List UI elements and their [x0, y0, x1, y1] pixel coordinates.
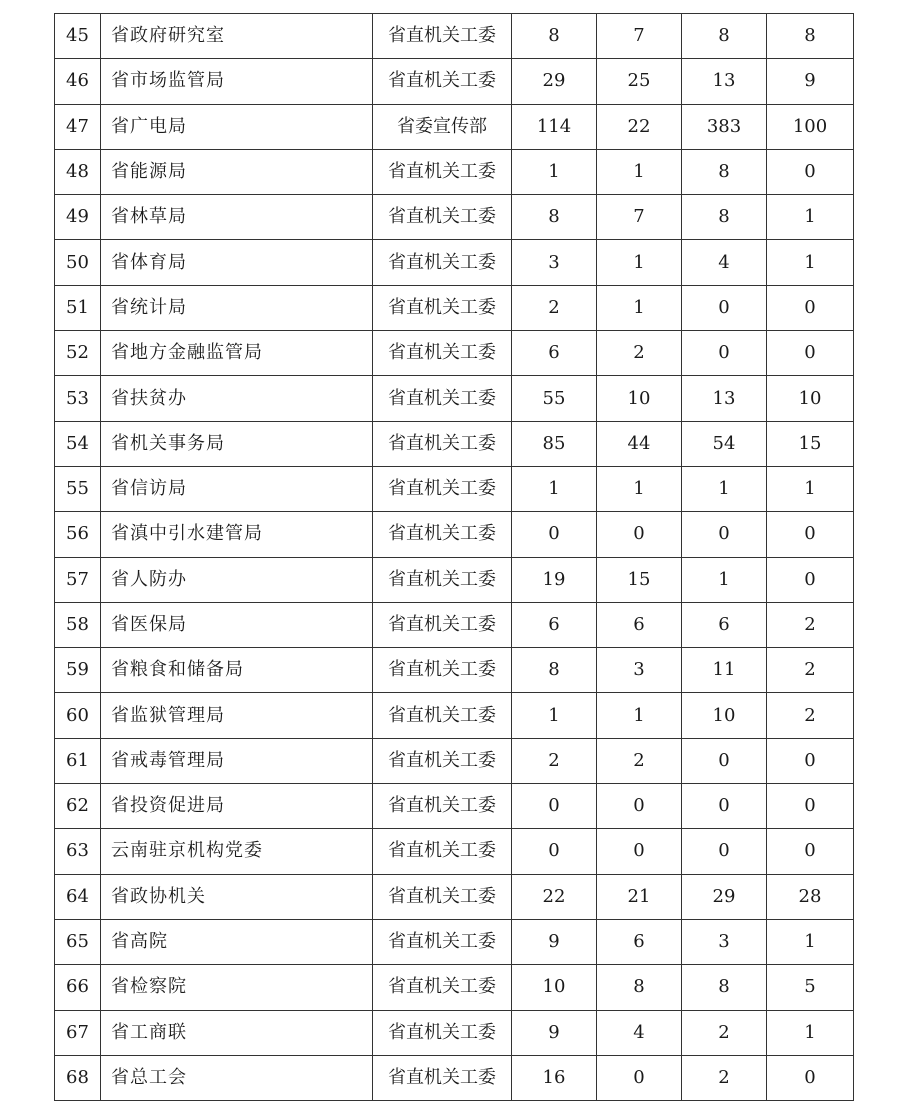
parent-committee-cell: 省直机关工委 [373, 59, 512, 104]
organization-name-cell: 省总工会 [101, 1055, 373, 1100]
value-1-cell: 22 [512, 874, 597, 919]
parent-committee-cell: 省直机关工委 [373, 965, 512, 1010]
value-4-cell: 1 [767, 1010, 854, 1055]
value-4-cell: 1 [767, 195, 854, 240]
value-3-cell: 0 [682, 738, 767, 783]
value-3-cell: 0 [682, 829, 767, 874]
value-3-cell: 13 [682, 376, 767, 421]
value-1-cell: 9 [512, 1010, 597, 1055]
value-3-cell: 2 [682, 1010, 767, 1055]
value-1-cell: 2 [512, 285, 597, 330]
parent-committee-cell: 省直机关工委 [373, 829, 512, 874]
value-2-cell: 0 [597, 829, 682, 874]
value-2-cell: 21 [597, 874, 682, 919]
parent-committee-cell: 省直机关工委 [373, 376, 512, 421]
row-number-cell: 47 [55, 104, 101, 149]
row-number-cell: 67 [55, 1010, 101, 1055]
table-row [55, 421, 854, 466]
organization-name-cell: 省检察院 [101, 965, 373, 1010]
organization-name-cell: 省政协机关 [101, 874, 373, 919]
parent-committee-cell: 省直机关工委 [373, 512, 512, 557]
value-1-cell: 1 [512, 149, 597, 194]
table-body [55, 14, 854, 1101]
value-2-cell: 15 [597, 557, 682, 602]
value-2-cell: 0 [597, 784, 682, 829]
row-number-cell: 68 [55, 1055, 101, 1100]
table-row [55, 784, 854, 829]
organization-name-cell: 省人防办 [101, 557, 373, 602]
row-number-cell: 57 [55, 557, 101, 602]
parent-committee-cell: 省直机关工委 [373, 285, 512, 330]
value-3-cell: 3 [682, 919, 767, 964]
value-3-cell: 6 [682, 602, 767, 647]
parent-committee-cell: 省直机关工委 [373, 331, 512, 376]
value-4-cell: 0 [767, 512, 854, 557]
table-row [55, 738, 854, 783]
table-row [55, 285, 854, 330]
value-4-cell: 0 [767, 784, 854, 829]
value-1-cell: 29 [512, 59, 597, 104]
value-4-cell: 2 [767, 602, 854, 647]
table-row [55, 1055, 854, 1100]
row-number-cell: 60 [55, 693, 101, 738]
value-3-cell: 8 [682, 965, 767, 1010]
table-row [55, 648, 854, 693]
table-row [55, 512, 854, 557]
value-4-cell: 15 [767, 421, 854, 466]
value-1-cell: 1 [512, 466, 597, 511]
value-3-cell: 0 [682, 784, 767, 829]
value-1-cell: 19 [512, 557, 597, 602]
value-1-cell: 9 [512, 919, 597, 964]
parent-committee-cell: 省直机关工委 [373, 195, 512, 240]
value-2-cell: 25 [597, 59, 682, 104]
parent-committee-cell: 省直机关工委 [373, 240, 512, 285]
organization-name-cell: 省医保局 [101, 602, 373, 647]
parent-committee-cell: 省直机关工委 [373, 919, 512, 964]
row-number-cell: 58 [55, 602, 101, 647]
value-1-cell: 0 [512, 512, 597, 557]
table-row [55, 376, 854, 421]
table-row [55, 829, 854, 874]
value-4-cell: 10 [767, 376, 854, 421]
table-row [55, 240, 854, 285]
value-2-cell: 4 [597, 1010, 682, 1055]
value-3-cell: 8 [682, 149, 767, 194]
table-row [55, 1010, 854, 1055]
statistics-table [54, 13, 854, 1101]
row-number-cell: 50 [55, 240, 101, 285]
value-4-cell: 0 [767, 149, 854, 194]
parent-committee-cell: 省直机关工委 [373, 693, 512, 738]
organization-name-cell: 省粮食和储备局 [101, 648, 373, 693]
organization-name-cell: 省信访局 [101, 466, 373, 511]
value-1-cell: 85 [512, 421, 597, 466]
value-3-cell: 1 [682, 557, 767, 602]
table-row [55, 149, 854, 194]
organization-name-cell: 省投资促进局 [101, 784, 373, 829]
organization-name-cell: 省地方金融监管局 [101, 331, 373, 376]
row-number-cell: 55 [55, 466, 101, 511]
value-1-cell: 8 [512, 195, 597, 240]
organization-name-cell: 省广电局 [101, 104, 373, 149]
value-4-cell: 0 [767, 1055, 854, 1100]
value-3-cell: 0 [682, 285, 767, 330]
row-number-cell: 63 [55, 829, 101, 874]
parent-committee-cell: 省直机关工委 [373, 1055, 512, 1100]
value-2-cell: 1 [597, 240, 682, 285]
table-row [55, 59, 854, 104]
value-4-cell: 1 [767, 240, 854, 285]
value-4-cell: 0 [767, 738, 854, 783]
organization-name-cell: 省体育局 [101, 240, 373, 285]
value-4-cell: 2 [767, 648, 854, 693]
value-3-cell: 0 [682, 331, 767, 376]
value-4-cell: 0 [767, 557, 854, 602]
value-1-cell: 8 [512, 648, 597, 693]
value-2-cell: 7 [597, 14, 682, 59]
value-1-cell: 1 [512, 693, 597, 738]
value-4-cell: 5 [767, 965, 854, 1010]
row-number-cell: 65 [55, 919, 101, 964]
value-2-cell: 1 [597, 466, 682, 511]
table-row [55, 331, 854, 376]
value-2-cell: 1 [597, 149, 682, 194]
row-number-cell: 54 [55, 421, 101, 466]
value-3-cell: 0 [682, 512, 767, 557]
value-4-cell: 28 [767, 874, 854, 919]
value-4-cell: 2 [767, 693, 854, 738]
parent-committee-cell: 省直机关工委 [373, 784, 512, 829]
row-number-cell: 52 [55, 331, 101, 376]
value-2-cell: 6 [597, 602, 682, 647]
row-number-cell: 46 [55, 59, 101, 104]
row-number-cell: 61 [55, 738, 101, 783]
parent-committee-cell: 省直机关工委 [373, 648, 512, 693]
row-number-cell: 51 [55, 285, 101, 330]
value-1-cell: 3 [512, 240, 597, 285]
value-1-cell: 0 [512, 829, 597, 874]
value-4-cell: 1 [767, 919, 854, 964]
value-2-cell: 7 [597, 195, 682, 240]
parent-committee-cell: 省直机关工委 [373, 874, 512, 919]
value-1-cell: 6 [512, 602, 597, 647]
value-4-cell: 100 [767, 104, 854, 149]
value-2-cell: 22 [597, 104, 682, 149]
organization-name-cell: 省滇中引水建管局 [101, 512, 373, 557]
row-number-cell: 45 [55, 14, 101, 59]
value-2-cell: 6 [597, 919, 682, 964]
value-3-cell: 4 [682, 240, 767, 285]
value-3-cell: 8 [682, 14, 767, 59]
organization-name-cell: 省高院 [101, 919, 373, 964]
parent-committee-cell: 省委宣传部 [373, 104, 512, 149]
table-row [55, 965, 854, 1010]
parent-committee-cell: 省直机关工委 [373, 14, 512, 59]
value-1-cell: 10 [512, 965, 597, 1010]
row-number-cell: 66 [55, 965, 101, 1010]
parent-committee-cell: 省直机关工委 [373, 149, 512, 194]
value-4-cell: 0 [767, 285, 854, 330]
row-number-cell: 56 [55, 512, 101, 557]
value-4-cell: 0 [767, 829, 854, 874]
value-3-cell: 54 [682, 421, 767, 466]
row-number-cell: 49 [55, 195, 101, 240]
table-row [55, 693, 854, 738]
value-3-cell: 1 [682, 466, 767, 511]
organization-name-cell: 省林草局 [101, 195, 373, 240]
value-3-cell: 8 [682, 195, 767, 240]
value-2-cell: 2 [597, 331, 682, 376]
parent-committee-cell: 省直机关工委 [373, 557, 512, 602]
organization-name-cell: 省工商联 [101, 1010, 373, 1055]
parent-committee-cell: 省直机关工委 [373, 1010, 512, 1055]
table-row [55, 557, 854, 602]
parent-committee-cell: 省直机关工委 [373, 421, 512, 466]
organization-name-cell: 省政府研究室 [101, 14, 373, 59]
organization-name-cell: 云南驻京机构党委 [101, 829, 373, 874]
value-1-cell: 8 [512, 14, 597, 59]
value-4-cell: 0 [767, 331, 854, 376]
value-2-cell: 0 [597, 1055, 682, 1100]
organization-name-cell: 省监狱管理局 [101, 693, 373, 738]
value-3-cell: 29 [682, 874, 767, 919]
organization-name-cell: 省戒毒管理局 [101, 738, 373, 783]
organization-name-cell: 省统计局 [101, 285, 373, 330]
value-4-cell: 9 [767, 59, 854, 104]
parent-committee-cell: 省直机关工委 [373, 738, 512, 783]
value-3-cell: 2 [682, 1055, 767, 1100]
row-number-cell: 48 [55, 149, 101, 194]
table-row [55, 466, 854, 511]
table-row [55, 195, 854, 240]
organization-name-cell: 省市场监管局 [101, 59, 373, 104]
value-2-cell: 2 [597, 738, 682, 783]
value-3-cell: 13 [682, 59, 767, 104]
value-1-cell: 16 [512, 1055, 597, 1100]
value-3-cell: 383 [682, 104, 767, 149]
value-3-cell: 11 [682, 648, 767, 693]
value-1-cell: 2 [512, 738, 597, 783]
value-1-cell: 114 [512, 104, 597, 149]
value-4-cell: 8 [767, 14, 854, 59]
row-number-cell: 62 [55, 784, 101, 829]
value-2-cell: 10 [597, 376, 682, 421]
parent-committee-cell: 省直机关工委 [373, 466, 512, 511]
table-row [55, 104, 854, 149]
value-2-cell: 3 [597, 648, 682, 693]
table-row [55, 919, 854, 964]
table-row [55, 874, 854, 919]
value-2-cell: 1 [597, 693, 682, 738]
value-2-cell: 8 [597, 965, 682, 1010]
value-4-cell: 1 [767, 466, 854, 511]
organization-name-cell: 省机关事务局 [101, 421, 373, 466]
organization-name-cell: 省能源局 [101, 149, 373, 194]
table-row [55, 602, 854, 647]
table-row [55, 14, 854, 59]
value-1-cell: 0 [512, 784, 597, 829]
value-1-cell: 55 [512, 376, 597, 421]
value-2-cell: 44 [597, 421, 682, 466]
value-1-cell: 6 [512, 331, 597, 376]
organization-name-cell: 省扶贫办 [101, 376, 373, 421]
row-number-cell: 59 [55, 648, 101, 693]
row-number-cell: 64 [55, 874, 101, 919]
value-2-cell: 1 [597, 285, 682, 330]
value-3-cell: 10 [682, 693, 767, 738]
row-number-cell: 53 [55, 376, 101, 421]
parent-committee-cell: 省直机关工委 [373, 602, 512, 647]
value-2-cell: 0 [597, 512, 682, 557]
